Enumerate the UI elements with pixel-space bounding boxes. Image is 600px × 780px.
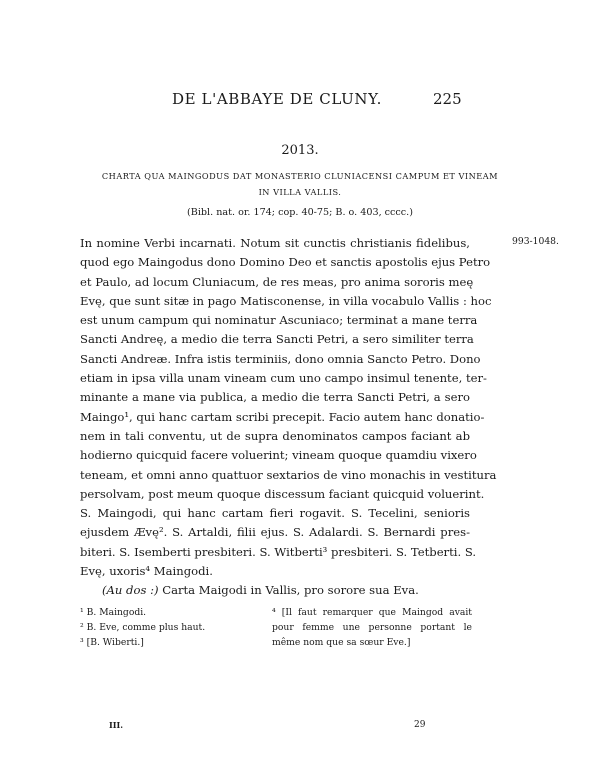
charter-title bbox=[0, 168, 600, 200]
body-line: biteri. S. Isemberti presbiteri. S. Witberti³ presbiteri. S. Tetberti. S. bbox=[80, 544, 477, 559]
source-reference: (Bibl. nat. or. 174; cop. 40-75; B. o. 403, cccc.) bbox=[187, 207, 413, 218]
footnote: même nom que sa sœur Eve.] bbox=[272, 637, 411, 648]
footnote: ¹ B. Maingodi. bbox=[80, 607, 147, 618]
footnote: pour femme une personne portant le bbox=[272, 622, 472, 633]
charter-title-line: IN VILLA VALLIS. bbox=[258, 187, 342, 197]
body-line: et Paulo, ad locum Cluniacum, de res meas, pro anima sororis meę bbox=[80, 274, 474, 289]
sheet-number: 29 bbox=[414, 720, 426, 730]
body-line: Maingo¹, qui hanc cartam scribi precepit. Facio autem hanc donatio- bbox=[80, 409, 485, 424]
body-line: Sancti Andreę, a medio die terra Sancti Petri, a sero similiter terra bbox=[80, 332, 474, 347]
body-line: persolvam, post meum quoque discessum faciant quicquid voluerint. bbox=[80, 486, 485, 501]
charter-body bbox=[80, 234, 497, 601]
body-line: nem in tali conventu, ut de supra denominatos campos faciant ab bbox=[80, 428, 470, 443]
body-line: Sancti Andreæ. Infra istis terminiis, dono omnia Sancto Petro. Dono bbox=[80, 351, 481, 366]
charter-title-line: CHARTA QUA MAINGODUS DAT MONASTERIO CLUNIACENSI CAMPUM ET VINEAM bbox=[101, 171, 499, 181]
body-line: teneam, et omni anno quattuor sextarios de vino monachis in vestitura bbox=[80, 467, 497, 482]
footnote: ² B. Eve, comme plus haut. bbox=[80, 622, 206, 633]
endorsement-label: (Au dos :) bbox=[102, 583, 159, 598]
body-line: etiam in ipsa villa unam vineam cum uno campo insimul tenente, ter- bbox=[80, 371, 487, 386]
footnote: ⁴ [Il faut remarquer que Maingod avait bbox=[272, 607, 472, 618]
body-line: S. Maingodi, qui hanc cartam fieri rogavit. S. Tecelini, senioris bbox=[80, 506, 470, 521]
body-line: In nomine Verbi incarnati. Notum sit cunctis christianis fidelibus, bbox=[80, 236, 470, 250]
body-line: ejusdem Ævę². S. Artaldi, filii ejus. S. Adalardi. S. Bernardi pres- bbox=[80, 525, 470, 540]
body-line: quod ego Maingodus dono Domino Deo et sanctis apostolis ejus Petro bbox=[80, 255, 491, 270]
signature-mark: III. bbox=[109, 720, 124, 730]
body-line: hodierno quicquid facere voluerint; vineam quoque quamdiu vixero bbox=[80, 448, 477, 463]
body-line: est unum campum qui nominatur Ascuniaco; terminat a mane terra bbox=[80, 313, 478, 328]
page-number: 225 bbox=[433, 90, 462, 108]
footnote: ³ [B. Wiberti.] bbox=[80, 637, 144, 648]
endorsement-line bbox=[80, 581, 470, 600]
body-line: Evę, uxoris⁴ Maingodi. bbox=[80, 564, 213, 579]
running-head: DE L'ABBAYE DE CLUNY. bbox=[172, 90, 383, 108]
endorsement-text: Carta Maigodi in Vallis, pro sorore sua Eva. bbox=[158, 583, 419, 598]
body-line: Evę, que sunt sitæ in pago Matisconense, in villa vocabulo Vallis : hoc bbox=[80, 293, 492, 308]
charter-number: 2013. bbox=[281, 143, 319, 158]
footnotes-right bbox=[272, 605, 472, 650]
footnotes-left bbox=[80, 605, 260, 650]
body-line: minante a mane via publica, a medio die terra Sancti Petri, a sero bbox=[80, 390, 470, 405]
margin-date: 993-1048. bbox=[512, 236, 559, 247]
